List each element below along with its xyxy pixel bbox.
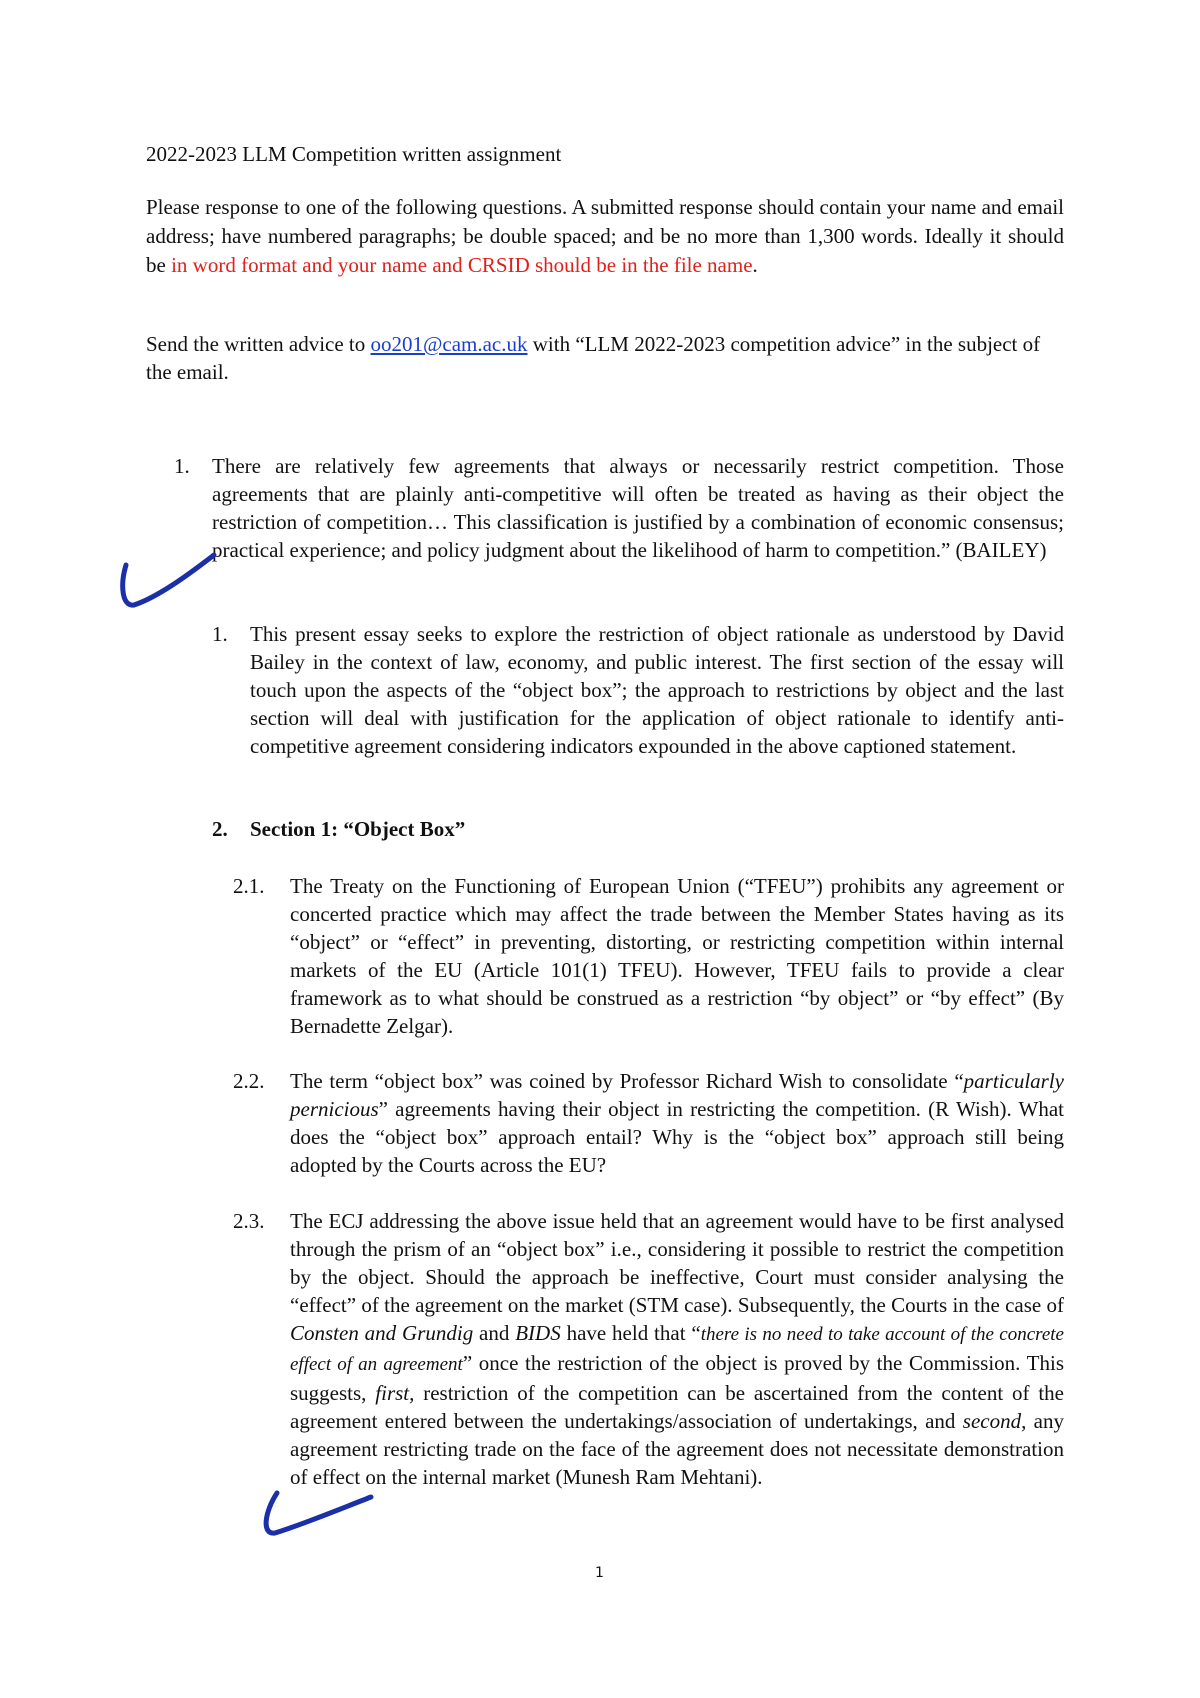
para-2-3-text bbox=[290, 1207, 1064, 1491]
case-name-bids: BIDS bbox=[515, 1321, 561, 1345]
assignment-title: 2022-2023 LLM Competition written assignment bbox=[146, 142, 562, 166]
para-2-3-quote: there is no need to take account of the concrete effect of an agreement bbox=[290, 1324, 1064, 1375]
para-2-2-part1: The term “object box” was coined by Professor Richard Wish to consolidate “ bbox=[290, 1069, 964, 1093]
checkmark-icon bbox=[118, 545, 218, 615]
para-2-3-part3: ” once the restriction of the object is proved by the Commission. This suggests, bbox=[290, 1351, 1064, 1405]
send-after: with “LLM 2022-2023 competition advice” in the subject of the email. bbox=[146, 332, 1041, 384]
case-name-consten: Consten and Grundig bbox=[290, 1321, 474, 1345]
para-2-1-text: The Treaty on the Functioning of European Union (“TFEU”) prohibits any agreement or concerted practice which may affect the trade between the Member States having as its “object” or “effect” in preventing, distorting, or restricting competition within internal markets of the EU (Article 101(1) TFEU). However, TFEU fails to provide a clear framework as to what should be construed as a restriction “by object” or “by effect” (By Bernadette Zelgar). bbox=[290, 874, 1064, 1038]
instructions-red-text: in word format and your name and CRSID should be in the file name bbox=[171, 253, 753, 277]
para-2-3-part1: The ECJ addressing the above issue held that an agreement would have to be first analysed through the prism of an “object box” i.e., considering it possible to restrict the competition by the object. Should the approach be ineffective, Court must consider analysing the “effect” of the agreement on the market (STM case). Subsequently, the Courts in the case of bbox=[290, 1209, 1064, 1317]
para-2-3-and: and bbox=[473, 1321, 516, 1345]
instructions-paragraph bbox=[146, 193, 1064, 280]
email-link[interactable]: oo201@cam.ac.uk bbox=[370, 332, 528, 356]
para-2-3-part2: have held that “ bbox=[560, 1321, 701, 1345]
para-2-3-part4: restriction of the competition can be ascertained from the content of the agreement entered between the undertakings/association of undertakings, and bbox=[290, 1381, 1064, 1433]
instructions-text: Please response to one of the following questions. A submitted response should contain your name and email address; have numbered paragraphs; be double spaced; and be no more than 1,300 words. Ideally it should be bbox=[146, 195, 1064, 277]
para-2-3-number: 2.3. bbox=[233, 1209, 265, 1233]
checkmark-icon bbox=[255, 1475, 375, 1545]
send-paragraph bbox=[146, 330, 1046, 386]
para-2-2-number: 2.2. bbox=[233, 1069, 265, 1093]
question-text: There are relatively few agreements that always or necessarily restrict competition. Those agreements that are plainly anti-competitive will often be treated as having as their object the restriction of competition… This classification is justified by a combination of economic consensus; practical experience; and policy judgment about the likelihood of harm to competition.” (BAILEY) bbox=[212, 454, 1064, 562]
question-number: 1. bbox=[174, 454, 190, 478]
send-before: Send the written advice to bbox=[146, 332, 371, 356]
para-2-3-part5: any agreement restricting trade on the face of the agreement does not necessitate demonstration of effect on the internal market (Munesh Ram Mehtani). bbox=[290, 1409, 1065, 1489]
section-1-number: 2. bbox=[212, 817, 228, 841]
para-1-text: This present essay seeks to explore the restriction of object rationale as understood by David Bailey in the context of law, economy, and public interest. The first section of the essay will touch upon the aspects of the “object box”; the approach to restrictions by object and the last section will deal with justification for the application of object rationale to identify anti-competitive agreement considering indicators expounded in the above captioned statement. bbox=[250, 622, 1064, 758]
section-1-heading: Section 1: “Object Box” bbox=[250, 817, 466, 841]
para-2-2-text bbox=[290, 1067, 1064, 1179]
para-2-3-second: second, bbox=[962, 1409, 1027, 1433]
para-1-number: 1. bbox=[212, 622, 228, 646]
instructions-end: . bbox=[752, 253, 758, 277]
para-2-2-part2: ” agreements having their object in restricting the competition. (R Wish). What does the “object box” approach entail? Why is the “object box” approach still being adopted by the Courts across the EU? bbox=[290, 1097, 1064, 1177]
para-2-1-number: 2.1. bbox=[233, 874, 265, 898]
para-2-3-first: first, bbox=[375, 1381, 415, 1405]
para-2-2-italic: particularly pernicious bbox=[290, 1069, 1064, 1121]
page-number: 1 bbox=[595, 1565, 604, 1581]
